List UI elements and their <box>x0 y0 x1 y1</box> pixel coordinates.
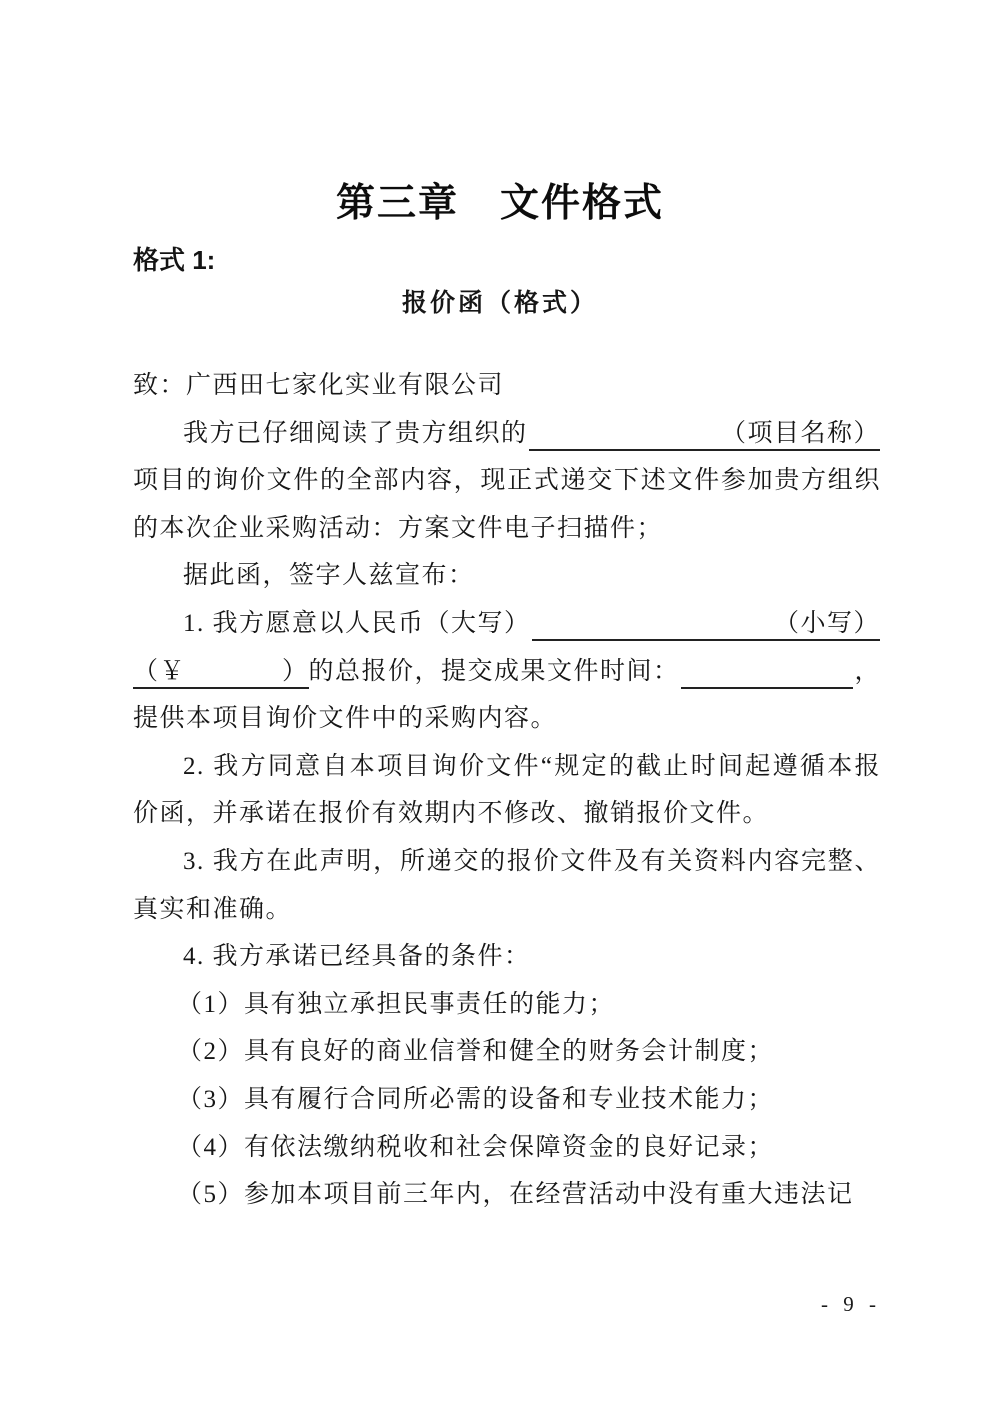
format-label: 格式 1: <box>133 245 216 275</box>
item-1-continuation: 提供本项目询价文件中的采购内容。 <box>133 705 558 733</box>
item-1-pre: 1. 我方愿意以人民币（大写） <box>183 609 531 637</box>
yuan-blank-group <box>133 656 309 689</box>
chapter-title: 第三章 文件格式 <box>335 182 664 225</box>
blank-amount-uppercase <box>532 608 880 641</box>
lowercase-label: ​ （小写） <box>773 609 880 637</box>
project-name-label: ​ （项目名称） <box>720 419 880 447</box>
conditions-list <box>133 981 881 1219</box>
item-2: 2. 我方同意自本项目询价文件“规定的截止时间起遵循本报价函，并承诺在报价有效期内不修改、撤销报价文件。 <box>133 752 881 828</box>
item-3: 3. 我方在此声明，所递交的报价文件及有关资料内容完整、真实和准确。 <box>133 847 881 923</box>
condition-item-4: （4）有依法缴纳税收和社会保障资金的良好记录； <box>177 1133 775 1161</box>
item-1-comma: ， <box>854 657 881 685</box>
condition-item-5: （5）参加本项目前三年内，在经营活动中没有重大违法记 <box>177 1181 854 1209</box>
yuan-close-label: ） <box>282 657 309 685</box>
item-1-line-1 <box>133 600 881 648</box>
paragraph-2: 据此函，签字人兹宣布： <box>183 562 475 590</box>
item-1-line-2 <box>133 648 881 696</box>
letter-title: 报价函（格式） <box>401 290 598 317</box>
yuan-open-label: （￥ <box>133 657 187 685</box>
letter-body <box>133 362 881 1219</box>
paragraph-1-line-1 <box>133 410 881 458</box>
item-1-mid: 的总报价，提交成果文件时间： <box>308 657 680 685</box>
condition-item-2: （2）具有良好的商业信誉和健全的财务会计制度； <box>177 1038 775 1066</box>
condition-item-3: （3）具有履行合同所必需的设备和专业技术能力； <box>177 1085 775 1113</box>
salutation: 致：广西田七家化实业有限公司 <box>133 372 505 399</box>
page-number: - 9 - <box>821 1292 881 1316</box>
paragraph-1-pre: 我方已仔细阅读了贵方组织的 <box>183 419 528 447</box>
blank-project-name <box>529 418 880 451</box>
condition-item-1: （1）具有独立承担民事责任的能力； <box>177 990 616 1018</box>
paragraph-1-continuation: 项目的询价文件的全部内容，现正式递交下述文件参加贵方组织的本次企业采购活动：方案文件电子扫描件； <box>133 467 881 542</box>
blank-submit-time <box>681 656 854 689</box>
item-4: 4. 我方承诺已经具备的条件： <box>183 943 531 971</box>
